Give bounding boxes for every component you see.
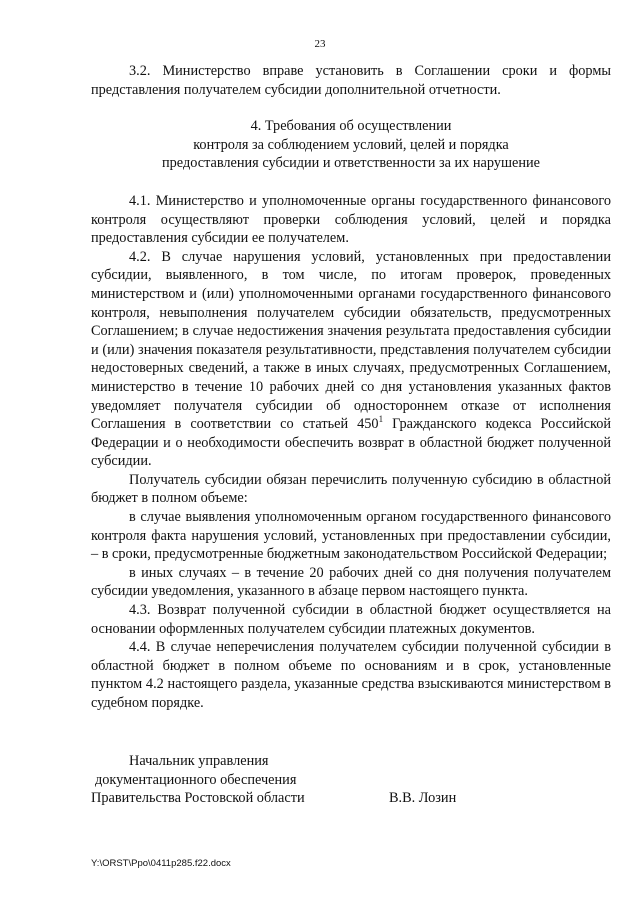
- signature-title-line-3: Правительства Ростовской области: [91, 790, 305, 807]
- section-heading-line: 4. Требования об осуществлении: [250, 118, 452, 135]
- signature-title-line-1: Начальник управления: [129, 753, 269, 769]
- page-number: 23: [314, 38, 326, 50]
- paragraph-3-2: 3.2. Министерство вправе установить в Соглашении сроки и формы представления получателем субсидии дополнительной отчетности.: [91, 63, 611, 98]
- paragraph-4-4: 4.4. В случае неперечисления получателем субсидии полученной субсидии в областной бюджет в полном объеме по основаниям и в срок, установленные пунктом 4.2 настоящего раздела, указанные средства взыскиваются министерством в судебном порядке.: [91, 639, 611, 711]
- section-heading: [91, 117, 611, 173]
- paragraph-4-2-text: 4.2. В случае нарушения условий, установленных при предоставлении субсидии, выявленного, в том числе, по итогам проверок, проведенных министерством и (или) уполномоченными органами государственного финансового контроля, невыполнения получателем субсидии обязательств, предусмотренных Соглашением; в случае недостижения значения результата предоставления субсидии и (или) значения показателя результативности, представления получателем субсидии недостоверных сведений, а также в иных случаях, предусмотренных Соглашением, министерство в течение 10 рабочих дней со дня установления указанных фактов уведомляет получателя субсидии об одностороннем отказе от исполнения Соглашения в соответствии со статьей 450: [91, 248, 611, 433]
- document-body: [91, 62, 611, 713]
- paragraph-case-2: в иных случаях – в течение 20 рабочих дней со дня получения получателем субсидии уведомления, указанного в абзаце первом настоящего пункта.: [91, 564, 611, 600]
- paragraph-4-2: [91, 248, 611, 471]
- superscript-1: 1: [378, 414, 384, 425]
- signature-block: [91, 752, 611, 808]
- paragraph-recipient-obligation: Получатель субсидии обязан перечислить полученную субсидию в областной бюджет в полном объеме:: [91, 471, 611, 507]
- section-heading-line: предоставления субсидии и ответственности за их нарушение: [161, 155, 541, 172]
- paragraph-4-3: 4.3. Возврат полученной субсидии в областной бюджет осуществляется на основании оформленных получателем субсидии платежных документов.: [91, 602, 611, 637]
- signature-row: [91, 789, 611, 808]
- paragraph-4-2-text-end: Гражданского кодекса Российской Федерации и о необходимости обеспечить возврат в областной бюджет полученной субсидии.: [91, 416, 612, 470]
- signature-title-line-2: документационного обеспечения: [95, 771, 297, 788]
- paragraph-case-1: в случае выявления уполномоченным органом государственного финансового контроля факта нарушения условий, установленных при предоставлении субсидии, – в сроки, предусмотренные бюджетным законодательством Российской Федерации;: [91, 509, 611, 563]
- footer-file-path: Y:\ORST\Ppo\0411p285.f22.docx: [91, 858, 231, 869]
- signatory-name: В.В. Лозин: [389, 790, 457, 807]
- paragraph-4-1: 4.1. Министерство и уполномоченные органы государственного финансового контроля осуществляют проверки соблюдения условий, целей и порядка предоставления субсидии ее получателем.: [91, 192, 611, 247]
- section-heading-line: контроля за соблюдением условий, целей и порядка: [193, 136, 509, 153]
